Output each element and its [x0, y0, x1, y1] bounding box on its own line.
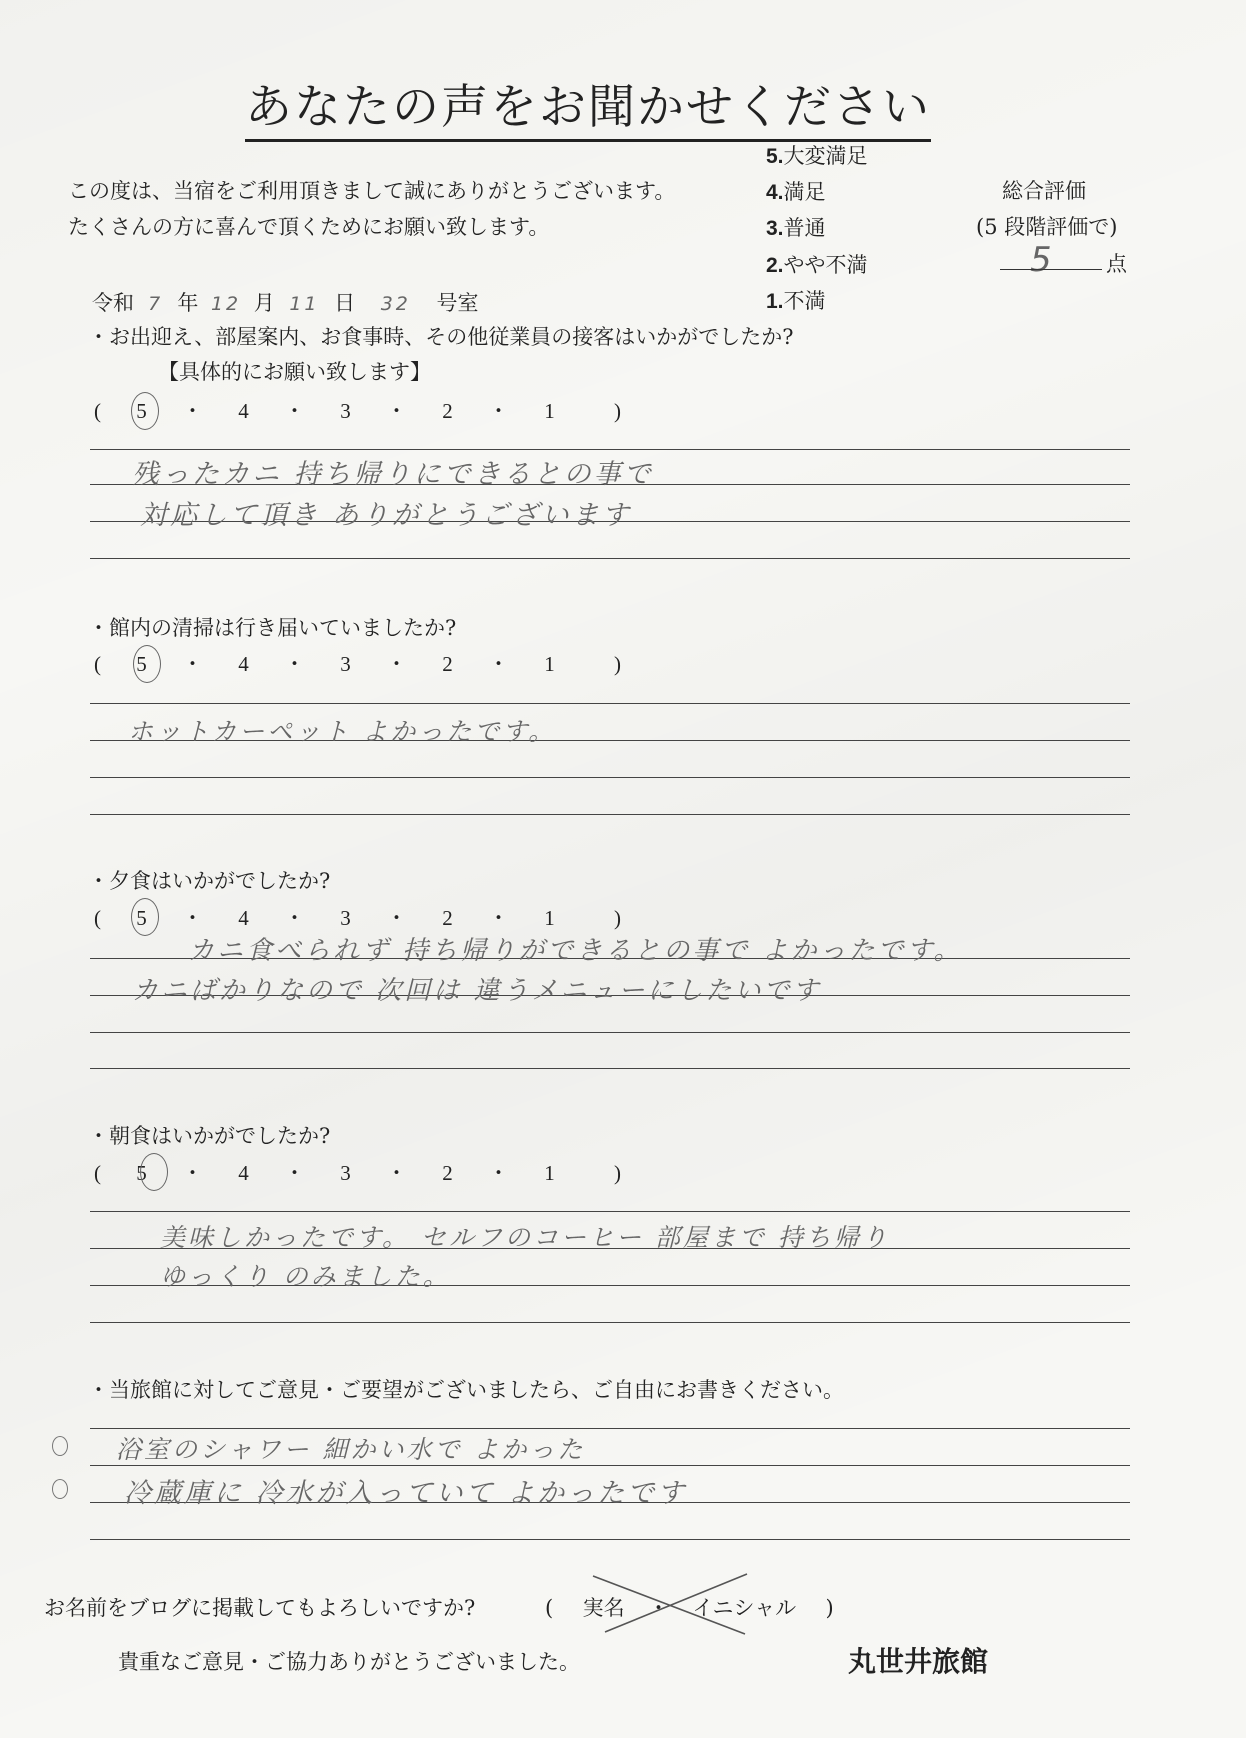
- question-3: ・夕食はいかがでしたか?: [88, 869, 331, 893]
- answer-rule: [90, 703, 1130, 704]
- rating-4-option-5[interactable]: 5: [136, 1161, 147, 1185]
- rating-2-option-5[interactable]: 5: [136, 652, 147, 676]
- rating-4: ( 5 ・ 4 ・ 3 ・ 2 ・ 1 ): [94, 1161, 621, 1185]
- answer-rule: [90, 1322, 1130, 1323]
- answer-3-line-2: カニばかりなので 次回は 違うメニューにしたいです: [132, 976, 822, 1006]
- scale-item-2: 2.やや不満: [766, 253, 868, 277]
- comments-question: ・当旅館に対してご意見・ご要望がございましたら、ご自由にお書きください。: [88, 1378, 844, 1402]
- question-4: ・朝食はいかがでしたか?: [88, 1124, 331, 1148]
- comment-line-2: 冷蔵庫に 冷水が入っていて よかったです: [124, 1478, 688, 1509]
- month-unit: 月: [253, 291, 275, 315]
- overall-score-line: [1000, 268, 1102, 270]
- answer-rule: [90, 1032, 1130, 1033]
- overall-sub: (5 段階評価で): [976, 215, 1118, 239]
- answer-1-line-1: 残ったカニ 持ち帰りにできるとの事で: [132, 459, 654, 490]
- answer-rule: [90, 1428, 1130, 1429]
- bullet-circle-icon: [52, 1479, 68, 1499]
- cross-out-mark: [582, 1570, 755, 1640]
- answer-rule: [90, 449, 1130, 450]
- answer-rule: [90, 777, 1130, 778]
- rating-1: ( 5 ・ 4 ・ 3 ・ 2 ・ 1 ): [94, 399, 621, 423]
- overall-title: 総合評価: [1002, 179, 1086, 203]
- intro-line-2: たくさんの方に喜んで頂くためにお願い致します。: [68, 215, 550, 239]
- room-unit: 号室: [436, 291, 479, 315]
- comment-line-1: 浴室のシャワー 細かい水で よかった: [116, 1435, 586, 1464]
- intro-line-1: この度は、当宿をご利用頂きまして誠にありがとうございます。: [68, 179, 676, 203]
- day-value: 11: [289, 293, 320, 315]
- ryokan-name: 丸世井旅館: [848, 1645, 989, 1678]
- rating-4-circle: [140, 1153, 168, 1191]
- answer-2-line-1: ホットカーペット よかったです。: [128, 717, 557, 746]
- day-unit: 日: [334, 291, 356, 315]
- scale-item-5: 5.大変満足: [766, 144, 868, 168]
- overall-score: 5: [1030, 240, 1055, 280]
- era: 令和: [92, 291, 134, 315]
- overall-unit: 点: [1106, 252, 1127, 276]
- answer-rule: [90, 814, 1130, 815]
- answer-rule: [90, 558, 1130, 559]
- blog-question: お名前をブログに掲載してもよろしいですか?: [44, 1596, 476, 1620]
- rating-2-circle: [133, 645, 161, 683]
- scale-item-3: 3.普通: [766, 216, 826, 240]
- blog-option-real-name[interactable]: 実名: [582, 1596, 625, 1620]
- thanks-message: 貴重なご意見・ご協力ありがとうございました。: [118, 1650, 580, 1674]
- answer-rule: [90, 1068, 1130, 1069]
- answer-3-line-1: カニ食べられず 持ち帰りができるとの事で よかったです。: [188, 936, 963, 966]
- scale-item-4: 4.満足: [766, 180, 826, 204]
- blog-options: ( 実名 ・ イニシャル ): [545, 1596, 834, 1620]
- scale-item-1: 1.不満: [766, 289, 826, 313]
- room-value: 32: [380, 293, 411, 315]
- bullet-circle-icon: [52, 1436, 68, 1456]
- month-value: 12: [210, 293, 242, 315]
- answer-4-line-1: 美味しかったです。 セルフのコーヒー 部屋まで 持ち帰り: [160, 1223, 890, 1252]
- answer-rule: [90, 1211, 1130, 1212]
- rating-1-circle: [131, 392, 159, 430]
- year-value: 7: [148, 293, 164, 315]
- rating-1-option-5[interactable]: 5: [136, 399, 147, 423]
- year-unit: 年: [177, 291, 199, 315]
- answer-1-line-2: 対応して頂き ありがとうございます: [140, 500, 632, 531]
- answer-rule: [90, 1539, 1130, 1540]
- question-2: ・館内の清掃は行き届いていましたか?: [88, 616, 457, 640]
- date-line: [92, 287, 479, 317]
- blog-option-initials[interactable]: イニシャル: [692, 1596, 797, 1620]
- rating-3: ( 5 ・ 4 ・ 3 ・ 2 ・ 1 ): [94, 906, 621, 930]
- rating-3-option-5[interactable]: 5: [136, 906, 147, 930]
- page-title: あなたの声をお聞かせください: [245, 70, 931, 142]
- question-1-note: 【具体的にお願い致します】: [158, 360, 431, 384]
- rating-2: ( 5 ・ 4 ・ 3 ・ 2 ・ 1 ): [94, 652, 621, 676]
- answer-4-line-2: ゆっくり のみました。: [160, 1262, 451, 1291]
- question-1: ・お出迎え、部屋案内、お食事時、その他従業員の接客はいかがでしたか?: [88, 325, 794, 349]
- rating-3-circle: [131, 898, 159, 936]
